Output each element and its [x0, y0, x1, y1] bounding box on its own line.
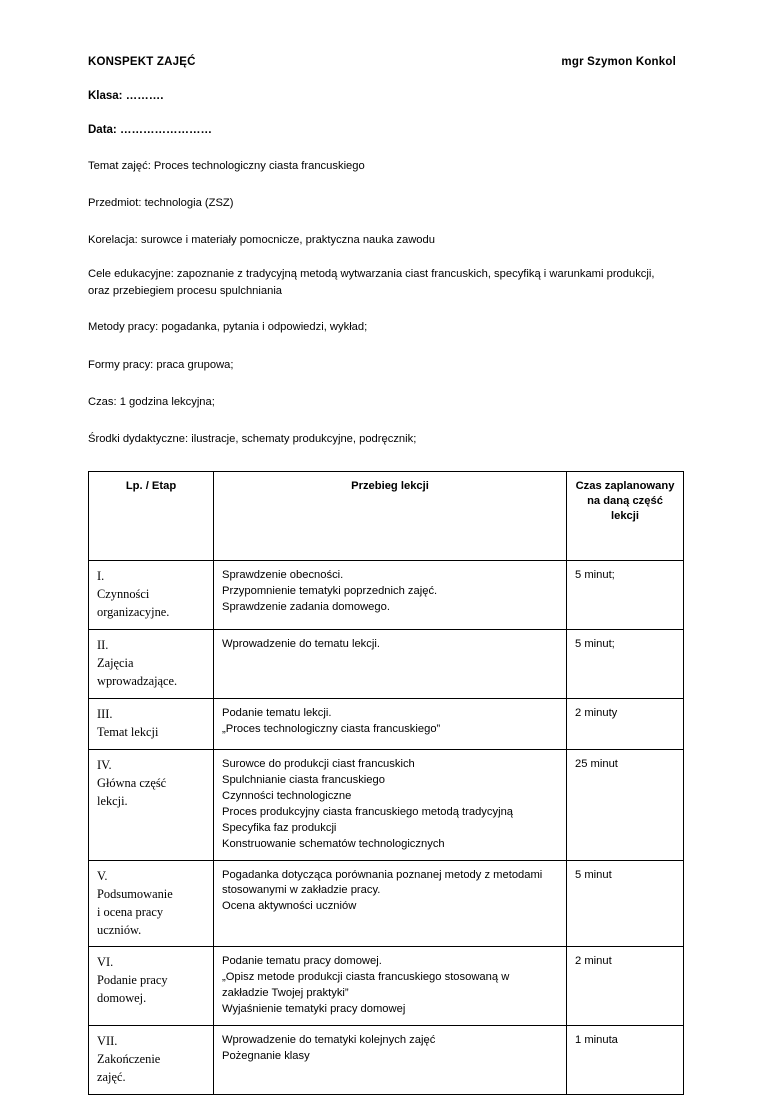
row-content — [214, 860, 567, 947]
content-line: Konstruowanie schematów technologicznych — [222, 837, 445, 850]
row-content — [214, 750, 567, 860]
table-row — [89, 860, 684, 947]
stage-number: I. — [97, 569, 105, 584]
content-line: Podanie tematu lekcji. — [222, 707, 332, 720]
content-line: Specyfika faz produkcji — [222, 821, 337, 834]
row-time: 2 minuty — [567, 699, 684, 750]
stage-label-line: i ocena pracy — [97, 904, 164, 919]
row-stage — [89, 561, 214, 630]
stage-label-line: zajęć. — [97, 1070, 126, 1085]
stage-label-line: domowej. — [97, 991, 147, 1006]
class-line: Klasa: ………. — [88, 90, 164, 102]
content-line: Pożegnanie klasy — [222, 1050, 310, 1063]
document-header — [88, 56, 684, 68]
stage-label-line: Główna część — [97, 776, 167, 791]
stage-label-line: Czynności — [97, 587, 150, 602]
row-stage — [89, 630, 214, 699]
stage-label-line: uczniów. — [97, 922, 142, 937]
content-line: Wprowadzenie do tematyki kolejnych zajęć — [222, 1034, 436, 1047]
table-row — [89, 561, 684, 630]
row-time: 25 minut — [567, 750, 684, 860]
row-time: 5 minut — [567, 860, 684, 947]
stage-number: VI. — [97, 955, 114, 970]
row-content — [214, 630, 567, 699]
header-course: Przebieg lekcji — [214, 472, 567, 561]
methods-line: Metody pracy: pogadanka, pytania i odpowiedzi, wykład; — [88, 321, 368, 334]
stage-label-line: Podanie pracy — [97, 973, 168, 988]
stage-number: III. — [97, 707, 113, 722]
row-stage — [89, 750, 214, 860]
content-line: Wyjaśnienie tematyki pracy domowej — [222, 1003, 406, 1016]
stage-number: V. — [97, 868, 108, 883]
row-time: 5 minut; — [567, 630, 684, 699]
document-author: mgr Szymon Konkol — [561, 56, 676, 68]
row-stage — [89, 699, 214, 750]
content-line: Sprawdzenie zadania domowego. — [222, 601, 390, 614]
content-line: Proces produkcyjny ciasta francuskiego metodą tradycyjną — [222, 805, 514, 818]
table-row — [89, 947, 684, 1026]
stage-number: VII. — [97, 1034, 118, 1049]
document-title: KONSPEKT ZAJĘĆ — [88, 56, 196, 68]
content-line: „Proces technologiczny ciasta francuskiego” — [222, 723, 441, 736]
content-line: Spulchnianie ciasta francuskiego — [222, 774, 385, 787]
forms-line: Formy pracy: praca grupowa; — [88, 358, 234, 371]
table-row — [89, 699, 684, 750]
stage-label-line: Temat lekcji — [97, 725, 159, 740]
materials-line: Środki dydaktyczne: ilustracje, schematy produkcyjne, podręcznik; — [88, 433, 417, 445]
content-line: „Opisz metode produkcji ciasta francuskiego stosowaną w zakładzie Twojej praktyki” — [222, 971, 510, 1000]
date-line: Data: …………………… — [88, 124, 212, 136]
table-row — [89, 750, 684, 860]
row-content — [214, 1026, 567, 1095]
stage-label-line: Zakończenie — [97, 1052, 161, 1067]
stage-label-line: lekcji. — [97, 794, 128, 809]
content-line: Podanie tematu pracy domowej. — [222, 955, 382, 968]
row-stage — [89, 860, 214, 947]
stage-label-line: Podsumowanie — [97, 886, 173, 901]
correlation-line: Korelacja: surowce i materiały pomocnicze, praktyczna nauka zawodu — [88, 234, 435, 247]
row-content — [214, 947, 567, 1026]
stage-label-line: wprowadzające. — [97, 674, 178, 689]
row-content — [214, 561, 567, 630]
stage-number: IV. — [97, 758, 112, 773]
content-line: Surowce do produkcji ciast francuskich — [222, 758, 415, 771]
table-row — [89, 1026, 684, 1095]
content-line: Czynności technologiczne — [222, 789, 352, 802]
lesson-plan-table — [88, 471, 684, 1095]
content-line: Wprowadzenie do tematu lekcji. — [222, 638, 380, 651]
table-body — [89, 561, 684, 1095]
row-stage — [89, 947, 214, 1026]
header-time: Czas zaplanowany na daną część lekcji — [567, 472, 684, 561]
table-row — [89, 630, 684, 699]
stage-label-line: Zajęcia — [97, 656, 134, 671]
subject-line: Przedmiot: technologia (ZSZ) — [88, 197, 234, 210]
header-stage: Lp. / Etap — [89, 472, 214, 561]
table-header-row — [89, 472, 684, 561]
goals-block: Cele edukacyjne: zapoznanie z tradycyjną metodą wytwarzania ciast francuskich, specyfiką i warunkami produkcji, oraz przebiegiem procesu spulchniania — [88, 267, 655, 297]
content-line: Ocena aktywności uczniów — [222, 900, 357, 913]
content-line: Pogadanka dotycząca porównania poznanej metody z metodami stosowanymi w zakładzie pracy. — [222, 868, 543, 897]
row-time: 5 minut; — [567, 561, 684, 630]
row-stage — [89, 1026, 214, 1095]
row-time: 2 minut — [567, 947, 684, 1026]
time-line: Czas: 1 godzina lekcyjna; — [88, 395, 215, 408]
row-content — [214, 699, 567, 750]
content-line: Przypomnienie tematyki poprzednich zajęć. — [222, 585, 438, 598]
topic-line: Temat zajęć: Proces technologiczny ciasta francuskiego — [88, 160, 365, 172]
content-line: Sprawdzenie obecności. — [222, 569, 344, 582]
stage-label-line: organizacyjne. — [97, 605, 170, 620]
stage-number: II. — [97, 638, 109, 653]
row-time: 1 minuta — [567, 1026, 684, 1095]
